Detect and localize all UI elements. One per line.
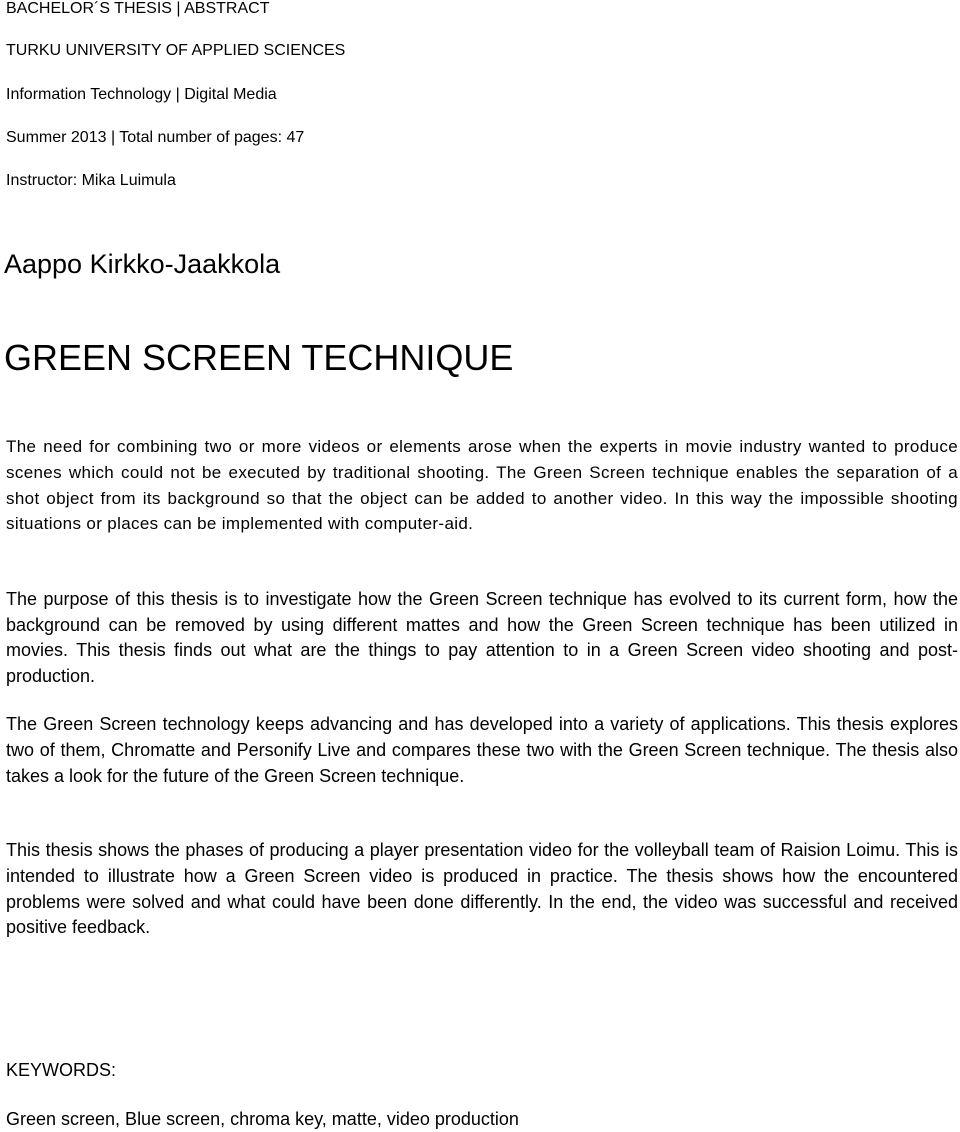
instructor-name: Instructor: Mika Luimula <box>6 172 176 189</box>
date-and-page-count: Summer 2013 | Total number of pages: 47 <box>6 129 305 146</box>
keywords-list: Green screen, Blue screen, chroma key, matte, video production <box>6 1109 519 1129</box>
document-type: BACHELOR´S THESIS | ABSTRACT <box>6 0 270 17</box>
abstract-paragraph-1: The need for combining two or more videos or elements arose when the experts in movie industry wanted to produce scenes which could not be executed by traditional shooting. The Green Screen technique enables the separation of a shot object from its background so that the object can be added to another video. In this way the impossible shooting situations or places can be implemented with computer-aid. <box>6 437 958 534</box>
abstract-paragraph-3: The Green Screen technology keeps advancing and has developed into a variety of applications. This thesis explores two of them, Chromatte and Personify Live and compares these two with the Green Screen technique. The thesis also takes a look for the future of the Green Screen technique. <box>6 714 958 786</box>
keywords-label: KEYWORDS: <box>6 1060 117 1080</box>
university-name: TURKU UNIVERSITY OF APPLIED SCIENCES <box>6 42 346 59</box>
abstract-paragraph-4: This thesis shows the phases of producing a player presentation video for the volleyball team of Raision Loimu. This is intended to illustrate how a Green Screen video is produced in practice. The thesis shows how the encountered problems were solved and what could have been done differently. In the end, the video was successful and received positive feedback. <box>6 840 958 938</box>
degree-programme: Information Technology | Digital Media <box>6 86 277 103</box>
author-name: Aappo Kirkko-Jaakkola <box>4 249 281 279</box>
thesis-title: GREEN SCREEN TECHNIQUE <box>4 337 514 378</box>
abstract-paragraph-2: The purpose of this thesis is to investigate how the Green Screen technique has evolved to its current form, how the background can be removed by using different mattes and how the Green Screen technique has been utilized in movies. This thesis finds out what are the things to pay attention to in a Green Screen video shooting and post-production. <box>6 589 958 686</box>
